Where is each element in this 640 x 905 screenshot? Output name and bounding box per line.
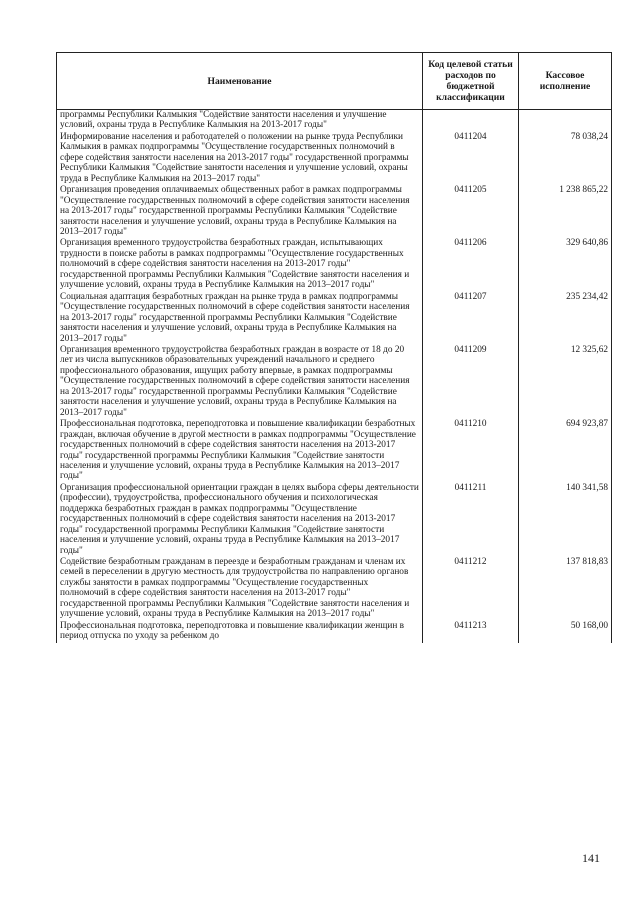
row-code: 0411206 — [423, 238, 519, 291]
page-number: 141 — [582, 851, 600, 865]
row-amount: 12 325,62 — [519, 345, 612, 419]
table-row — [57, 345, 612, 419]
row-code: 0411210 — [423, 419, 519, 483]
row-name: Профессиональная подготовка, переподготовка и повышение квалификации безработных граждан, включая обучение в другой местности в рамках подпрограммы "Осуществление государственных полномочий в сфере содействия занятости населения на 2013-2017 годы" государственной программы Республики Калмыкия "Содействие занятости населения и улучшение условий, охраны труда в Республике Калмыкия на 2013–2017 годы" — [57, 419, 423, 483]
budget-execution-table — [56, 52, 612, 643]
row-name: Информирование населения и работодателей о положении на рынке труда Республики Калмыкия в рамках подпрограммы "Осуществление государственных полномочий в сфере содействия занятости населения на 2013-2017 годы" государственной программы Республики Калмыкия "Содействие занятости населения и улучшение условий, охраны труда в Республике Калмыкия на 2013–2017 годы" — [57, 132, 423, 185]
table-row — [57, 292, 612, 345]
row-name: Организация временного трудоустройства безработных граждан, испытывающих трудности в поиске работы в рамках подпрограммы "Осуществление государственных полномочий в сфере содействия занятости населения на 2013-2017 годы" государственной программы Республики Калмыкия "Содействие занятости населения и улучшение условий, охраны труда в Республике Калмыкия на 2013–2017 годы" — [57, 238, 423, 291]
table-row — [57, 419, 612, 483]
table-row — [57, 110, 612, 132]
row-name: Организация временного трудоустройства безработных граждан в возрасте от 18 до 20 лет из числа выпускников образовательных учреждений начального и среднего профессионального образования, ищущих работу впервые, в рамках подпрограммы "Осуществление государственных полномочий в сфере содействия занятости населения на 2013-2017 годы" государственной программы Республики Калмыкия "Содействие занятости населения и улучшение условий, охраны труда в Республике Калмыкия на 2013–2017 годы" — [57, 345, 423, 419]
table-row — [57, 238, 612, 291]
table-row — [57, 185, 612, 238]
row-name: Содействие безработным гражданам в переезде и безработным гражданам и членам их семей в переселении в другую местность для трудоустройства по направлению органов службы занятости в рамках подпрограммы "Осуществление государственных полномочий в сфере содействия занятости населения на 2013-2017 годы" государственной программы Республики Калмыкия "Содействие занятости населения и улучшение условий, охраны труда в Республике Калмыкия на 2013–2017 годы" — [57, 557, 423, 621]
header-name: Наименование — [57, 53, 423, 110]
header-code: Код целевой статьи расходов по бюджетной классификации — [423, 53, 519, 110]
row-code: 0411204 — [423, 132, 519, 185]
table-row — [57, 483, 612, 557]
header-amount: Кассовое исполнение — [519, 53, 612, 110]
table-row — [57, 621, 612, 643]
row-code: 0411209 — [423, 345, 519, 419]
table-row — [57, 557, 612, 621]
row-amount: 78 038,24 — [519, 132, 612, 185]
row-name: Социальная адаптация безработных граждан на рынке труда в рамках подпрограммы "Осуществление государственных полномочий в сфере содействия занятости населения на 2013-2017 годы" государственной программы Республики Калмыкия "Содействие занятости населения и улучшение условий, охраны труда в Республике Калмыкия на 2013–2017 годы" — [57, 292, 423, 345]
row-name: Организация профессиональной ориентации граждан в целях выбора сферы деятельности (профессии), трудоустройства, профессионального обучения и психологическая поддержка безработных граждан в рамках подпрограммы "Осуществление государственных полномочий в сфере содействия занятости населения на 2013-2017 годы" государственной программы Республики Калмыкия "Содействие занятости населения и улучшение условий, охраны труда в Республике Калмыкия на 2013–2017 годы" — [57, 483, 423, 557]
row-amount: 235 234,42 — [519, 292, 612, 345]
row-code: 0411211 — [423, 483, 519, 557]
row-amount — [519, 110, 612, 132]
row-amount: 694 923,87 — [519, 419, 612, 483]
row-code: 0411205 — [423, 185, 519, 238]
row-amount: 1 238 865,22 — [519, 185, 612, 238]
row-name: программы Республики Калмыкия "Содействие занятости населения и улучшение условий, охраны труда в Республике Калмыкия на 2013-2017 годы" — [57, 110, 423, 132]
table-body — [57, 110, 612, 643]
table-header-row — [57, 53, 612, 110]
row-amount: 137 818,83 — [519, 557, 612, 621]
row-amount: 329 640,86 — [519, 238, 612, 291]
row-code: 0411212 — [423, 557, 519, 621]
table-header — [57, 53, 612, 110]
row-code: 0411213 — [423, 621, 519, 643]
row-name: Организация проведения оплачиваемых общественных работ в рамках подпрограммы "Осуществление государственных полномочий в сфере содействия занятости населения на 2013-2017 годы" государственной программы Республики Калмыкия "Содействие занятости населения и улучшение условий, охраны труда в Республике Калмыкия на 2013–2017 годы" — [57, 185, 423, 238]
row-amount: 140 341,58 — [519, 483, 612, 557]
row-amount: 50 168,00 — [519, 621, 612, 643]
row-name: Профессиональная подготовка, переподготовка и повышение квалификации женщин в период отпуска по уходу за ребенком до — [57, 621, 423, 643]
row-code: 0411207 — [423, 292, 519, 345]
row-code — [423, 110, 519, 132]
table-row — [57, 132, 612, 185]
